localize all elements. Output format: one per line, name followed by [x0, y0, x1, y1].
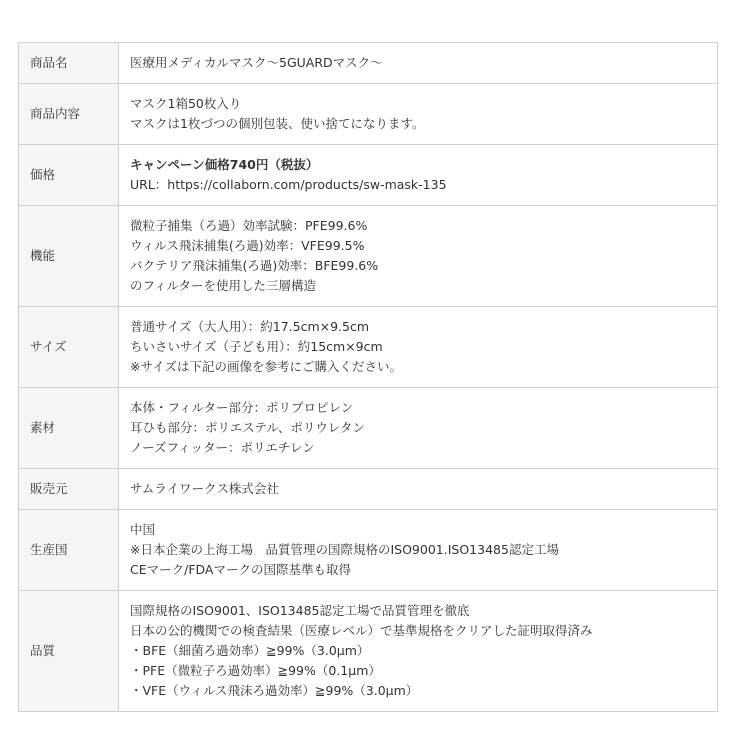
row-label: 販売元 [19, 469, 119, 510]
value-line: のフィルターを使用した三層構造 [130, 278, 317, 293]
value-line: バクテリア飛沫捕集(ろ過)効率：BFE99.6% [130, 258, 379, 273]
row-label: 商品名 [19, 43, 119, 84]
value-line: ちいさいサイズ（子ども用）：約15cm×9cm [130, 339, 383, 354]
value-line: サムライワークス株式会社 [130, 481, 279, 496]
row-product-name [19, 43, 718, 84]
row-value [119, 469, 718, 510]
row-label: 生産国 [19, 510, 119, 591]
value-line: ※日本企業の上海工場 品質管理の国際規格のISO9001.ISO13485認定工場 [130, 542, 559, 557]
value-line: ノーズフィッター：ポリエチレン [130, 440, 315, 455]
row-value [119, 43, 718, 84]
value-line: 耳ひも部分：ポリエステル、ポリウレタン [130, 420, 365, 435]
row-label: 商品内容 [19, 84, 119, 145]
row-value [119, 510, 718, 591]
row-label: サイズ [19, 307, 119, 388]
row-value [119, 307, 718, 388]
row-value [119, 145, 718, 206]
value-line: マスク1箱50枚入り [130, 96, 242, 111]
row-country-of-origin [19, 510, 718, 591]
row-label: 機能 [19, 206, 119, 307]
row-price [19, 145, 718, 206]
row-seller [19, 469, 718, 510]
value-line: 本体・フィルター部分：ポリプロピレン [130, 400, 354, 415]
campaign-price: キャンペーン価格740円（税抜） [130, 157, 319, 172]
product-url: URL：https://collaborn.com/products/sw-mask-135 [130, 177, 447, 192]
value-line: 医療用メディカルマスク〜5GUARDマスク〜 [130, 55, 383, 70]
value-line: ※サイズは下記の画像を参考にご購入ください。 [130, 359, 402, 374]
value-line: 普通サイズ（大人用）：約17.5cm×9.5cm [130, 319, 370, 334]
row-value [119, 388, 718, 469]
value-line: CEマーク/FDAマークの国際基準も取得 [130, 562, 351, 577]
row-size [19, 307, 718, 388]
product-spec-table [18, 42, 718, 712]
row-label: 素材 [19, 388, 119, 469]
row-function [19, 206, 718, 307]
row-value [119, 206, 718, 307]
row-material [19, 388, 718, 469]
row-label: 品質 [19, 591, 119, 712]
row-quality [19, 591, 718, 712]
value-line: 国際規格のISO9001、ISO13485認定工場で品質管理を徹底 [130, 603, 470, 618]
value-line: ウィルス飛沫捕集(ろ過)効率：VFE99.5% [130, 238, 365, 253]
value-line: 微粒子捕集（ろ過）効率試験：PFE99.6% [130, 218, 368, 233]
value-line: 中国 [130, 522, 156, 537]
value-line: 日本の公的機関での検査結果（医療レベル）で基準規格をクリアした証明取得済み [130, 623, 593, 638]
row-label: 価格 [19, 145, 119, 206]
value-line: ・PFE（微粒子ろ過効率）≧99%（0.1μm） [130, 663, 381, 678]
row-value [119, 591, 718, 712]
value-line: マスクは1枚づつの個別包装、使い捨てになります。 [130, 116, 425, 131]
row-value [119, 84, 718, 145]
value-line: ・BFE（細菌ろ過効率）≧99%（3.0μm） [130, 643, 370, 658]
row-product-contents [19, 84, 718, 145]
value-line: ・VFE（ウィルス飛沫ろ過効率）≧99%（3.0μm） [130, 683, 419, 698]
